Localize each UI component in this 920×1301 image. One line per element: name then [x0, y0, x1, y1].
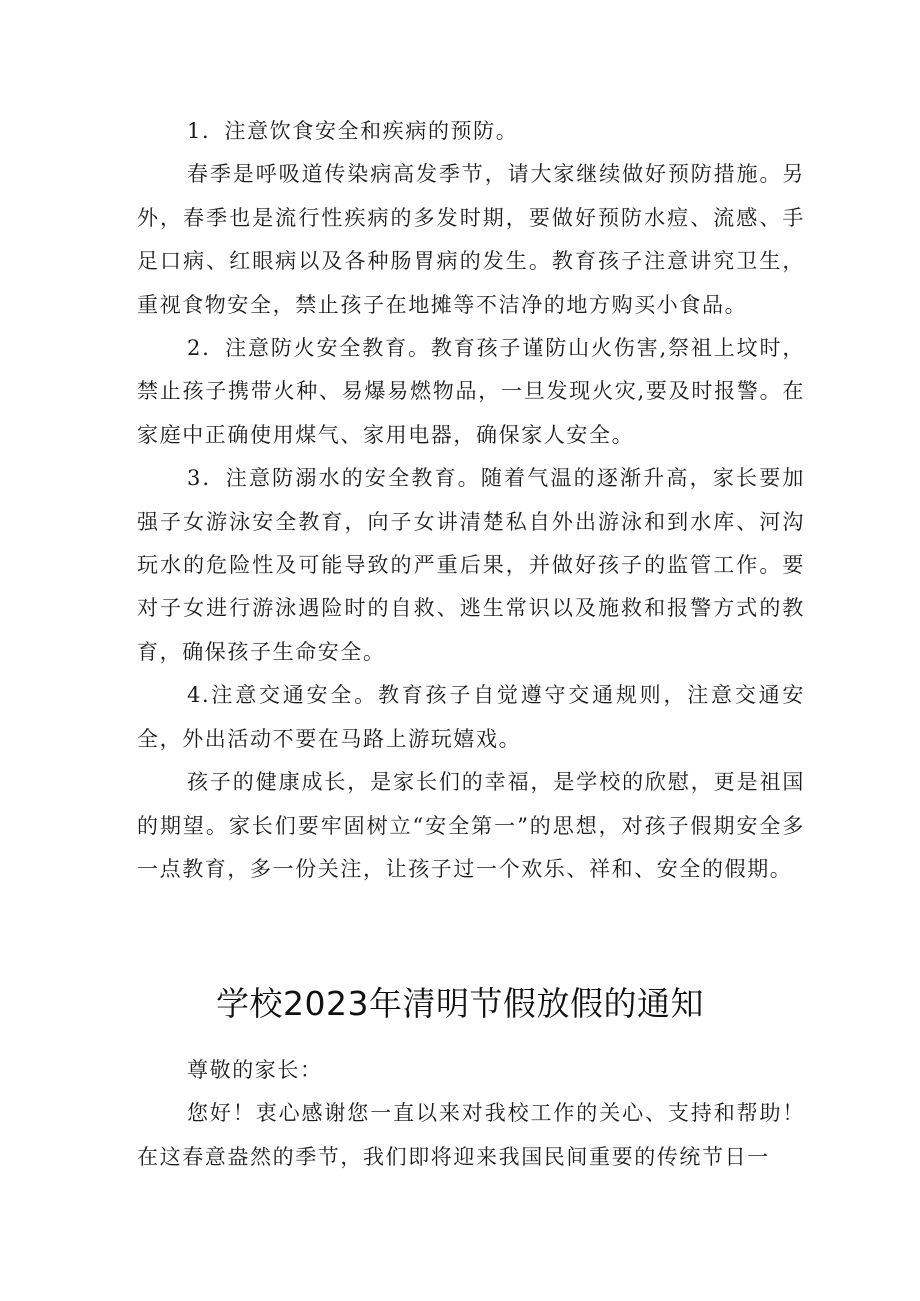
- notice-greeting: 尊敬的家长：: [187, 1058, 323, 1082]
- notice-body-paragraph: 您好！衷心感谢您一直以来对我校工作的关心、支持和帮助！在这春意盎然的季节，我们即将迎来我国民间重要的传统节日一: [137, 1101, 805, 1169]
- notice-title: 学校2023年清明节假放假的通知: [216, 984, 704, 1023]
- notice-body-section: [137, 1049, 805, 1179]
- paragraph-fire-safety: 2．注意防火安全教育。教育孩子谨防山火伤害,祭祖上坟时，禁止孩子携带火种、易爆易燃物品，一旦发现火灾,要及时报警。在家庭中正确使用煤气、家用电器，确保家人安全。: [137, 336, 805, 447]
- paragraph-closing-remarks: 孩子的健康成长，是家长们的幸福，是学校的欣慰，更是祖国的期望。家长们要牢固树立“安全第一”的思想，对孩子假期安全多一点教育，多一份关注，让孩子过一个欢乐、祥和、安全的假期。: [137, 770, 805, 881]
- safety-tips-section: [137, 110, 805, 891]
- paragraph-traffic-safety: 4.注意交通安全。教育孩子自觉遵守交通规则，注意交通安全，外出活动不要在马路上游玩嬉戏。: [137, 683, 805, 751]
- paragraph-drowning-prevention: 3．注意防溺水的安全教育。随着气温的逐渐升高，家长要加强子女游泳安全教育，向子女讲清楚私自外出游泳和到水库、河沟玩水的危险性及可能导致的严重后果，并做好孩子的监管工作。要对子女进行游泳遇险时的自救、逃生常识以及施救和报警方式的教育，确保孩子生命安全。: [137, 466, 805, 664]
- paragraph-diet-safety-heading: 1．注意饮食安全和疾病的预防。: [187, 119, 519, 143]
- paragraph-disease-prevention: 春季是呼吸道传染病高发季节，请大家继续做好预防措施。另外，春季也是流行性疾病的多发时期，要做好预防水痘、流感、手足口病、红眼病以及各种肠胃病的发生。教育孩子注意讲究卫生，重视食物安全，禁止孩子在地摊等不洁净的地方购买小食品。: [137, 162, 805, 317]
